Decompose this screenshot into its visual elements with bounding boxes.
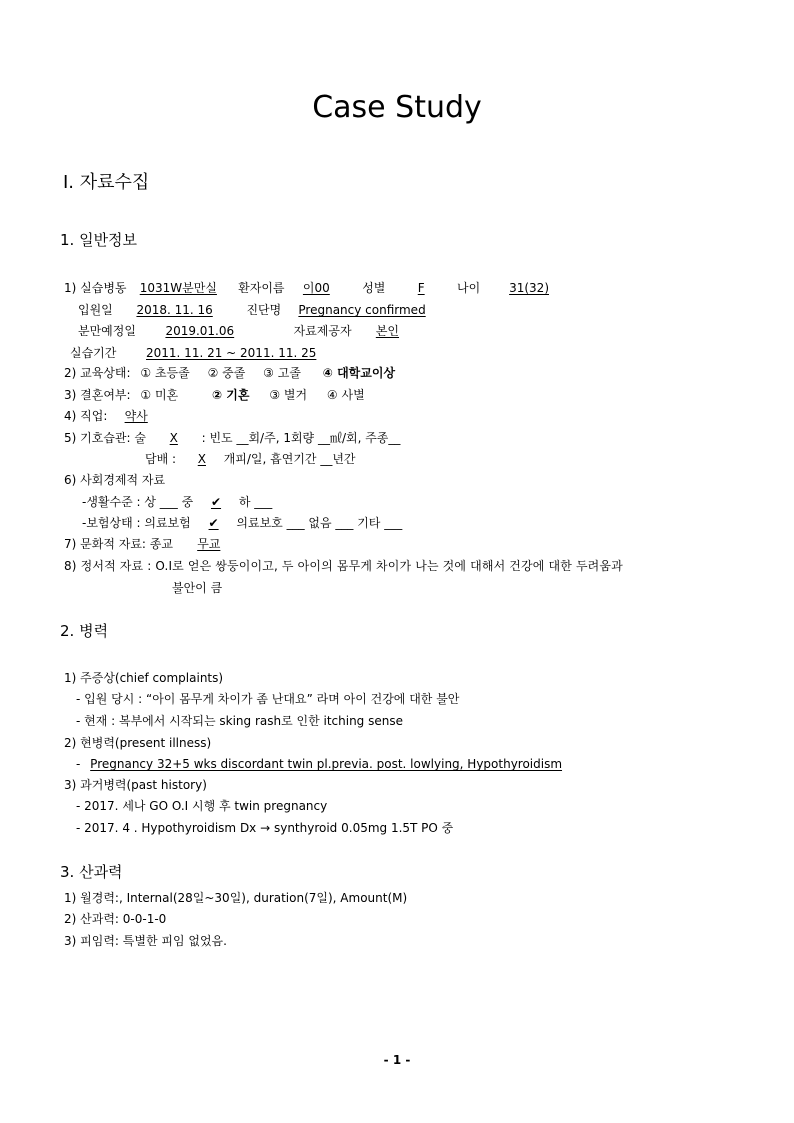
present-illness-row [76,758,562,770]
diag-value: Pregnancy confirmed [298,303,426,317]
insurance-label: -보험상태 : 의료보험 [82,516,191,530]
insurance-other: 의료보호 ___ 없음 ___ 기타 ___ [236,516,403,530]
obstetric-item-3: 3) 피임력: 특별한 피임 없었음. [64,934,227,948]
page-title: Case Study [312,90,482,125]
present-illness-label: 2) 현병력(present illness) [64,736,212,750]
smoke-label: 담배 : [145,452,177,466]
period-label: 실습기간 [70,346,117,360]
education-option-4-selected: ④ 대학교이상 [322,366,396,380]
insurance-check-icon: ✔ [208,516,219,530]
past-history-item-1: - 2017. 세나 GO O.I 시행 후 twin pregnancy [76,799,328,813]
culture-value: 무교 [197,537,221,551]
education-option-2: ② 중졸 [207,366,246,380]
habit-smoking-row [145,453,356,465]
obstetric-item-2: 2) 산과력: 0-0-1-0 [64,912,167,926]
general-info-row-2 [78,304,433,316]
culture-row [64,538,235,550]
emotion-line-2: 불안이 큼 [172,581,223,595]
past-history-item-2: - 2017. 4 . Hypothyroidism Dx → synthyroid 0.05mg 1.5T PO 중 [76,821,454,835]
marital-row [64,389,365,401]
alcohol-value: X [169,431,178,445]
subsection-heading-history: 2. 병력 [60,622,109,640]
education-option-3: ③ 고졸 [263,366,301,380]
job-row [64,410,157,422]
patient-label: 환자이름 [238,281,285,295]
socio-label: 6) 사회경제적 자료 [64,473,166,487]
education-row [64,367,395,379]
education-option-1: ① 초등졸 [140,366,190,380]
marital-option-2-selected: ② 기혼 [211,388,250,402]
marital-option-1: ① 미혼 [140,388,179,402]
edd-value: 2019.01.06 [165,324,235,338]
marital-option-4: ④ 사별 [326,388,365,402]
insurance-row [82,517,402,529]
education-label: 2) 교육상태: [64,366,131,380]
smoke-details: 개피/일, 흡연기간 __년간 [223,452,356,466]
period-value: 2011. 11. 21 ~ 2011. 11. 25 [146,346,317,360]
chief-complaint-admission: - 입원 당시 : “아이 몸무게 차이가 좀 난대요” 라며 아이 건강에 대한 불안 [76,692,460,706]
subsection-heading-obstetric: 3. 산과력 [60,863,123,881]
marital-label: 3) 결혼여부: [64,388,131,402]
habit-label: 5) 기호습관: 술 [64,431,146,445]
section-heading-data-collection: Ⅰ. 자료수집 [63,172,150,193]
past-history-label: 3) 과거병력(past history) [64,778,207,792]
present-illness-dash: - [76,757,81,771]
job-label: 4) 직업: [64,409,108,423]
living-standard-row [82,496,272,508]
obstetric-item-1: 1) 월경력:, Internal(28일~30일), duration(7일), Amount(M) [64,891,408,905]
age-value: 31(32) [509,281,549,295]
living-standard-label: -생활수준 : 상 ___ 중 [82,495,194,509]
job-value: 약사 [124,409,148,423]
unit-label: 1) 실습병동 [64,281,127,295]
diag-label: 진단명 [246,303,282,317]
marital-option-3: ③ 별거 [269,388,308,402]
alcohol-details: : 빈도 __회/주, 1회량 __㎖/회, 주종__ [201,431,401,445]
patient-value: 이00 [302,281,330,295]
present-illness-value: Pregnancy 32+5 wks discordant twin pl.previa. post. lowlying, Hypothyroidism [90,757,563,771]
sex-label: 성별 [362,281,386,295]
emotion-line-1: 8) 정서적 자료 : O.I로 얻은 쌍둥이이고, 두 아이의 몸무게 차이가 나는 것에 대해서 건강에 대한 두려움과 [64,559,623,573]
living-standard-low: 하 ___ [238,495,273,509]
general-info-row-1 [64,282,564,294]
chief-complaints-label: 1) 주증상(chief complaints) [64,671,224,685]
unit-value: 1031W분만실 [139,281,217,295]
admit-value: 2018. 11. 16 [136,303,213,317]
living-standard-check-icon: ✔ [210,495,222,509]
habit-alcohol-row [64,432,400,444]
edd-label: 분만예정일 [78,324,136,338]
subsection-heading-general-info: 1. 일반정보 [60,231,138,249]
admit-label: 입원일 [78,303,113,317]
chief-complaint-current: - 현재 : 복부에서 시작되는 sking rash로 인한 itching sense [76,714,403,728]
culture-label: 7) 문화적 자료: 종교 [64,537,173,551]
general-info-row-4 [70,347,336,359]
general-info-row-3 [78,325,415,337]
provider-value: 본인 [375,324,400,338]
provider-label: 자료제공자 [293,324,352,338]
sex-value: F [417,281,425,295]
page-number: - 1 - [383,1053,411,1067]
age-label: 나이 [457,281,481,295]
smoke-value: X [197,452,206,466]
